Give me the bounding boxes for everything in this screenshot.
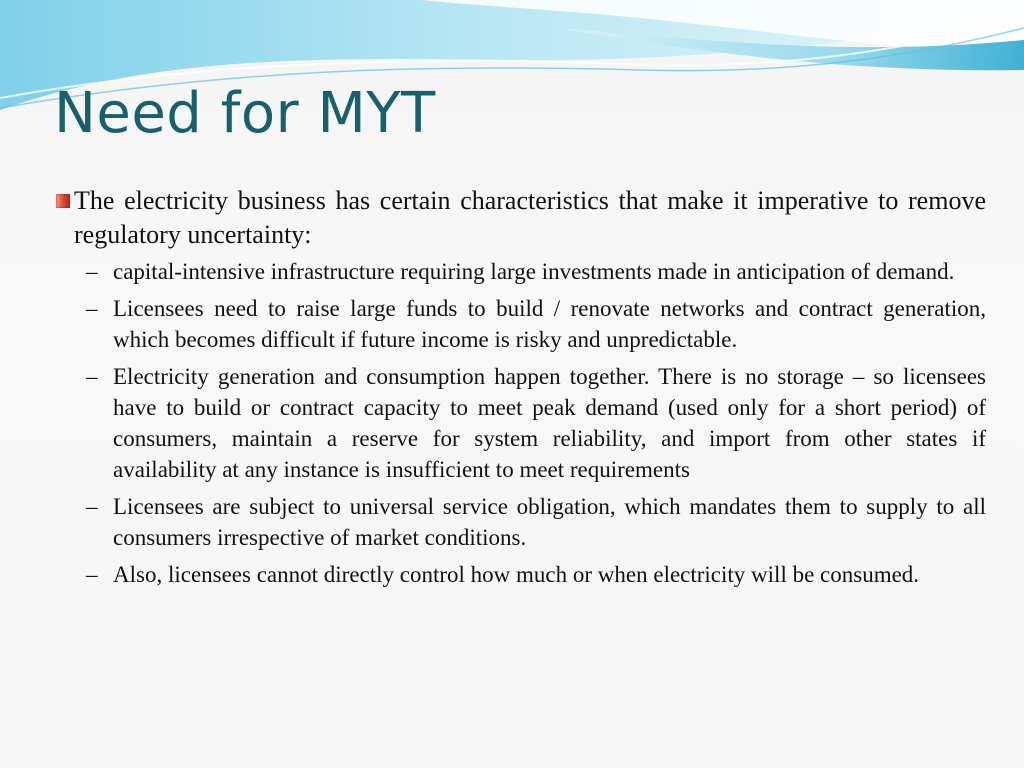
- sub-bullet-text: Electricity generation and consumption happen together. There is no storage – so licensees have to build or contract capacity to meet peak demand (used only for a short period) of consumers, maintain a reserve for system reliability, and import from other states if availability at any instance is insufficient to meet requirements: [113, 364, 986, 482]
- main-bullet-text: The electricity business has certain characteristics that make it imperative to remove regulatory uncertainty:: [74, 186, 986, 249]
- dash-bullet-icon: –: [86, 364, 98, 389]
- sub-bullet-text: Licensees need to raise large funds to build / renovate networks and contract generation, which becomes difficult if future income is risky and unpredictable.: [113, 296, 986, 352]
- sub-bullet-item: [86, 491, 986, 553]
- sub-bullet-item: [86, 293, 986, 355]
- main-bullet: [56, 184, 986, 252]
- slide-content: [56, 184, 986, 596]
- sub-bullet-item: [86, 256, 986, 287]
- dash-bullet-icon: –: [86, 562, 98, 587]
- sub-bullet-text: capital-intensive infrastructure requiring large investments made in anticipation of demand.: [113, 259, 955, 284]
- sub-bullet-list: [56, 256, 986, 590]
- square-bullet-icon: [56, 194, 70, 208]
- sub-bullet-item: [86, 361, 986, 485]
- sub-bullet-item: [86, 559, 986, 590]
- dash-bullet-icon: –: [86, 296, 98, 321]
- dash-bullet-icon: –: [86, 259, 98, 284]
- dash-bullet-icon: –: [86, 494, 98, 519]
- sub-bullet-text: Licensees are subject to universal service obligation, which mandates them to supply to all consumers irrespective of market conditions.: [113, 494, 986, 550]
- sub-bullet-text: Also, licensees cannot directly control how much or when electricity will be consumed.: [113, 562, 920, 587]
- slide-title: Need for MYT: [54, 81, 436, 146]
